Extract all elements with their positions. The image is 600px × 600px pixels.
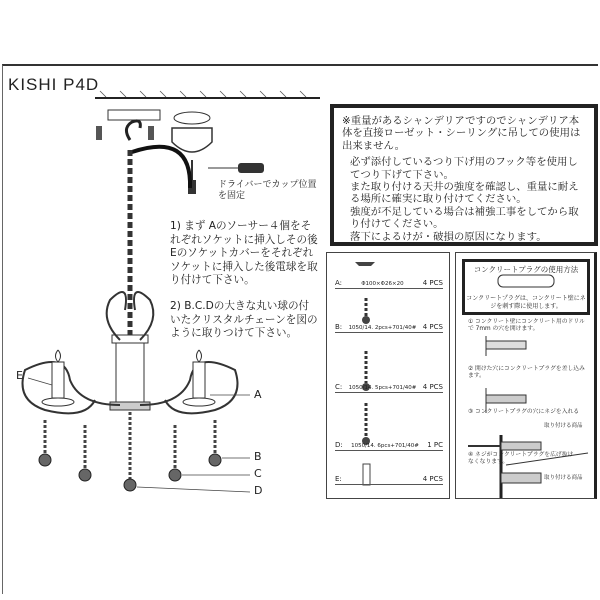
plug-step-3: ③ コンクリートプラグの穴にネジを入れる bbox=[468, 409, 580, 415]
label-a: A bbox=[254, 388, 262, 401]
plug-step-4: ④ ネジがコンクリートプラグを広げ抜けなくなります。 bbox=[468, 452, 574, 465]
driver-note: ドライバーでカップ位置を固定 bbox=[218, 180, 317, 201]
warning-line: 強度が不足している場合は補強工事をしてから取り付けてください。 bbox=[350, 205, 579, 231]
warning-box bbox=[330, 104, 598, 246]
instruction-step-2: 2) B.C.Dの大きな丸い球の付いたクリスタルチェーンを図のように取りつけて下さい。 bbox=[170, 300, 318, 340]
part-spec: 1050/14. 5pcs+701/40# bbox=[348, 385, 417, 391]
candle-right bbox=[183, 350, 215, 406]
part-letter: C: bbox=[335, 383, 343, 391]
part-row-e bbox=[335, 475, 443, 485]
parts-illustrations bbox=[327, 253, 451, 500]
warning-line: 落下によるけが・破損の原因になります。 bbox=[350, 230, 547, 243]
product-label: 取り付ける商品 bbox=[544, 475, 583, 481]
plug-step-1: ① コンクリート壁にコンクリート用のドリルで 7mm の穴を開けます。 bbox=[468, 319, 585, 332]
part-letter: E: bbox=[335, 475, 342, 483]
part-letter: B: bbox=[335, 323, 343, 331]
plug-title: コンクリートプラグの使用方法 bbox=[473, 265, 579, 274]
part-spec: Φ100×Φ26×20 bbox=[361, 281, 404, 287]
canopy bbox=[172, 128, 212, 152]
label-b: B bbox=[254, 450, 262, 463]
model-title: KISHI P4D bbox=[8, 75, 100, 94]
concrete-plug-guide bbox=[455, 252, 597, 499]
part-spec: 1050/14. 6pcs+701/40# bbox=[351, 443, 419, 449]
part-row-c bbox=[335, 383, 443, 393]
screwdriver-icon bbox=[208, 163, 264, 173]
part-qty: 1 PC bbox=[427, 441, 443, 449]
parts-list bbox=[326, 252, 450, 499]
part-row-d bbox=[335, 441, 443, 451]
part-qty: 4 PCS bbox=[422, 475, 443, 483]
ceiling-plate bbox=[108, 110, 160, 120]
label-c: C bbox=[254, 467, 262, 480]
part-row-a bbox=[335, 279, 443, 289]
warning-line: 必ず添付しているつり下げ用のフック等を使用してつり下げて下さい。 bbox=[350, 156, 578, 181]
part-row-b bbox=[335, 323, 443, 333]
label-d: D bbox=[254, 484, 263, 497]
warning-line: ※重量があるシャンデリアですのでシャンデリア本体を直接ローゼット・シーリングに吊しての使用は出来ません。 bbox=[342, 115, 581, 152]
part-letter: D: bbox=[335, 441, 343, 449]
warning-line: また取り付ける天井の強度を確認し、重量に耐える場所に確実に取り付けてください。 bbox=[350, 181, 579, 206]
plug-step-2: ② 開けた穴にコンクリートプラグを差し込みます。 bbox=[468, 366, 585, 379]
hook-icon bbox=[126, 121, 140, 140]
product-label: 取り付ける商品 bbox=[544, 423, 583, 429]
part-spec: 1050/14. 2pcs+701/40# bbox=[348, 325, 417, 331]
part-qty: 4 PCS bbox=[422, 383, 443, 391]
label-e: E bbox=[16, 369, 23, 382]
instruction-step-1: 1) まず Aのソーサー４個をそれぞれソケットに挿入しその後Eのソケットカバーをそれぞれソケットに挿入した後電球を取り付けて下さい。 bbox=[170, 220, 318, 287]
cable bbox=[132, 147, 190, 188]
part-qty: 4 PCS bbox=[422, 323, 443, 331]
plug-description: コンクリートプラグは、コンクリート壁にネジを刺す際に使用します。 bbox=[466, 295, 586, 310]
part-letter: A: bbox=[335, 279, 343, 287]
part-qty: 4 PCS bbox=[422, 279, 443, 287]
